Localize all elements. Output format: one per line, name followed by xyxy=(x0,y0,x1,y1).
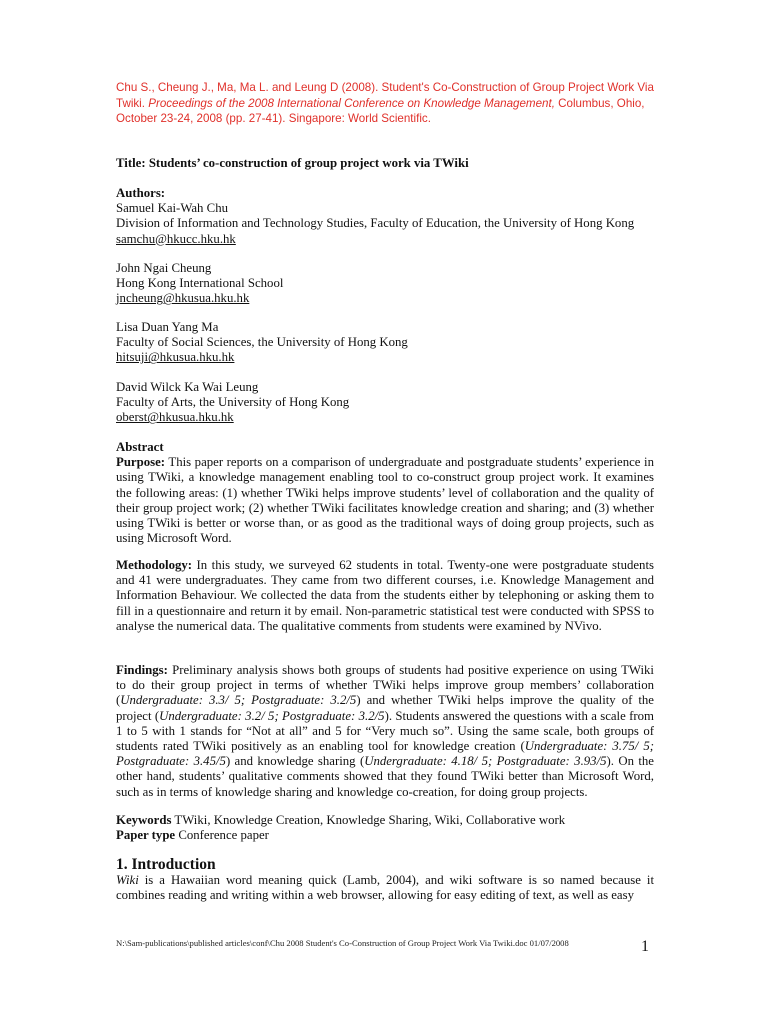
introduction-text: is a Hawaiian word meaning quick (Lamb, 2004), and wiki software is so named because it combines reading and writing within a web browser, allowing for easy editing of text, as well as easy xyxy=(116,873,654,903)
abstract-findings xyxy=(116,663,654,800)
wiki-term: Wiki xyxy=(116,873,139,888)
findings-text: ) and whether TWiki helps improve the quality of the project ( xyxy=(116,693,654,723)
author-affiliation: Division of Information and Technology Studies, Faculty of Education, the University of Hong Kong xyxy=(116,216,635,231)
keywords-label: Keywords xyxy=(116,813,172,827)
methodology-text: In this study, we surveyed 62 students in total. Twenty-one were postgraduate students and 41 were undergraduates. They came from two different courses, i.e. Knowledge Management and Information Behaviour. We collected the data from the students either by telephoning or asking them to fill in a questionnaire and return it by email. Non-parametric statistical test were conducted with SPSS to analyse the numerical data. The qualitative comments from students were examined by NVivo. xyxy=(116,558,654,633)
page-number: 1 xyxy=(641,938,649,955)
citation xyxy=(116,80,654,127)
abstract-heading: Abstract xyxy=(116,440,164,454)
methodology-label: Methodology: xyxy=(116,558,193,572)
paper-type-text: Conference paper xyxy=(175,828,269,843)
purpose-text: This paper reports on a comparison of undergraduate and postgraduate students’ experience in using TWiki, a knowledge management enabling tool to co-construct group project work. It examines the following areas: (1) whether TWiki helps improve students’ level of collaboration and the quality of their group project work; (2) whether TWiki facilitates knowledge creation and sharing; and (3) whether using TWiki is better or worse than, or as good as the traditional ways of doing group projects, such as using Microsoft Word. xyxy=(116,455,654,546)
authors-section xyxy=(116,186,654,247)
author-name: Samuel Kai-Wah Chu xyxy=(116,201,228,216)
author-name: Lisa Duan Yang Ma xyxy=(116,320,219,334)
author-email-link[interactable]: hitsuji@hkusua.hku.hk xyxy=(116,350,235,365)
findings-text: ). On the other hand, students’ qualitative comments showed that they found TWiki better than Microsoft Word, such as in terms of knowledge sharing and knowledge co-creation, for doing group projects. xyxy=(116,754,654,799)
methodology-paragraph xyxy=(116,558,654,634)
citation-authors: Chu S., Cheung J., Ma, Ma L. and Leung D (2008). Student's Co-Construction of Group Project Work Via Twiki. xyxy=(116,81,654,110)
keywords-line xyxy=(116,813,654,828)
introduction-paragraph xyxy=(116,873,654,903)
author-name: David Wilck Ka Wai Leung xyxy=(116,380,259,394)
keywords-text: TWiki, Knowledge Creation, Knowledge Sharing, Wiki, Collaborative work xyxy=(171,813,566,827)
authors-heading: Authors: xyxy=(116,186,166,200)
purpose-paragraph xyxy=(116,455,654,546)
author-affiliation: Faculty of Social Sciences, the University of Hong Kong xyxy=(116,335,408,350)
abstract-purpose xyxy=(116,440,654,546)
author-email-link[interactable]: oberst@hkusua.hku.hk xyxy=(116,410,234,425)
paper-type-line xyxy=(116,828,654,843)
author-block xyxy=(116,320,654,366)
keywords-section xyxy=(116,813,654,843)
author-block xyxy=(116,380,654,426)
introduction-heading: 1. Introduction xyxy=(116,856,216,873)
citation-details: Columbus, Ohio, October 23-24, 2008 (pp. 27-41). Singapore: World Scientific. xyxy=(116,96,645,126)
introduction-section xyxy=(116,857,654,904)
findings-paragraph xyxy=(116,663,654,800)
findings-label: Findings: xyxy=(116,663,168,677)
citation-proceedings: Proceedings of the 2008 International Conference on Knowledge Management, xyxy=(148,96,555,110)
paper-title: Title: Students’ co-construction of group project work via TWiki xyxy=(116,156,469,170)
author-affiliation: Faculty of Arts, the University of Hong Kong xyxy=(116,395,350,410)
author-affiliation: Hong Kong International School xyxy=(116,276,284,291)
findings-score: Undergraduate: 4.18/ 5; Postgraduate: 3.93/5 xyxy=(364,754,607,769)
author-name: John Ngai Cheung xyxy=(116,261,212,275)
abstract-methodology xyxy=(116,558,654,634)
findings-score: Undergraduate: 3.2/ 5; Postgraduate: 3.2/5 xyxy=(159,708,385,723)
paper-type-label: Paper type xyxy=(116,828,176,843)
purpose-label: Purpose: xyxy=(116,455,166,470)
footer-path: N:\Sam-publications\published articles\conf\Chu 2008 Student's Co-Construction of Group Project Work Via Twiki.doc 01/07/2008 xyxy=(116,938,569,948)
author-email-link[interactable]: jncheung@hkusua.hku.hk xyxy=(116,291,250,306)
findings-text: ). Students answered the questions with a scale from 1 to 5 with 1 stands for “Not at all” and 5 for “Very much so”. Using the same scale, both groups of students rated TWiki positively as an enabling tool for knowledge creation ( xyxy=(116,708,654,754)
findings-text: ) and knowledge sharing ( xyxy=(225,754,365,769)
findings-score: Undergraduate: 3.3/ 5; Postgraduate: 3.2/5 xyxy=(120,693,357,708)
findings-text: Preliminary analysis shows both groups of students had positive experience on using TWiki to do their group project in terms of whether TWiki helps improve group members’ collaboration ( xyxy=(116,663,654,708)
author-block xyxy=(116,261,654,307)
findings-score: Undergraduate: 3.75/ 5; Postgraduate: 3.45/5 xyxy=(116,739,655,769)
author-email-link[interactable]: samchu@hkucc.hku.hk xyxy=(116,231,236,246)
